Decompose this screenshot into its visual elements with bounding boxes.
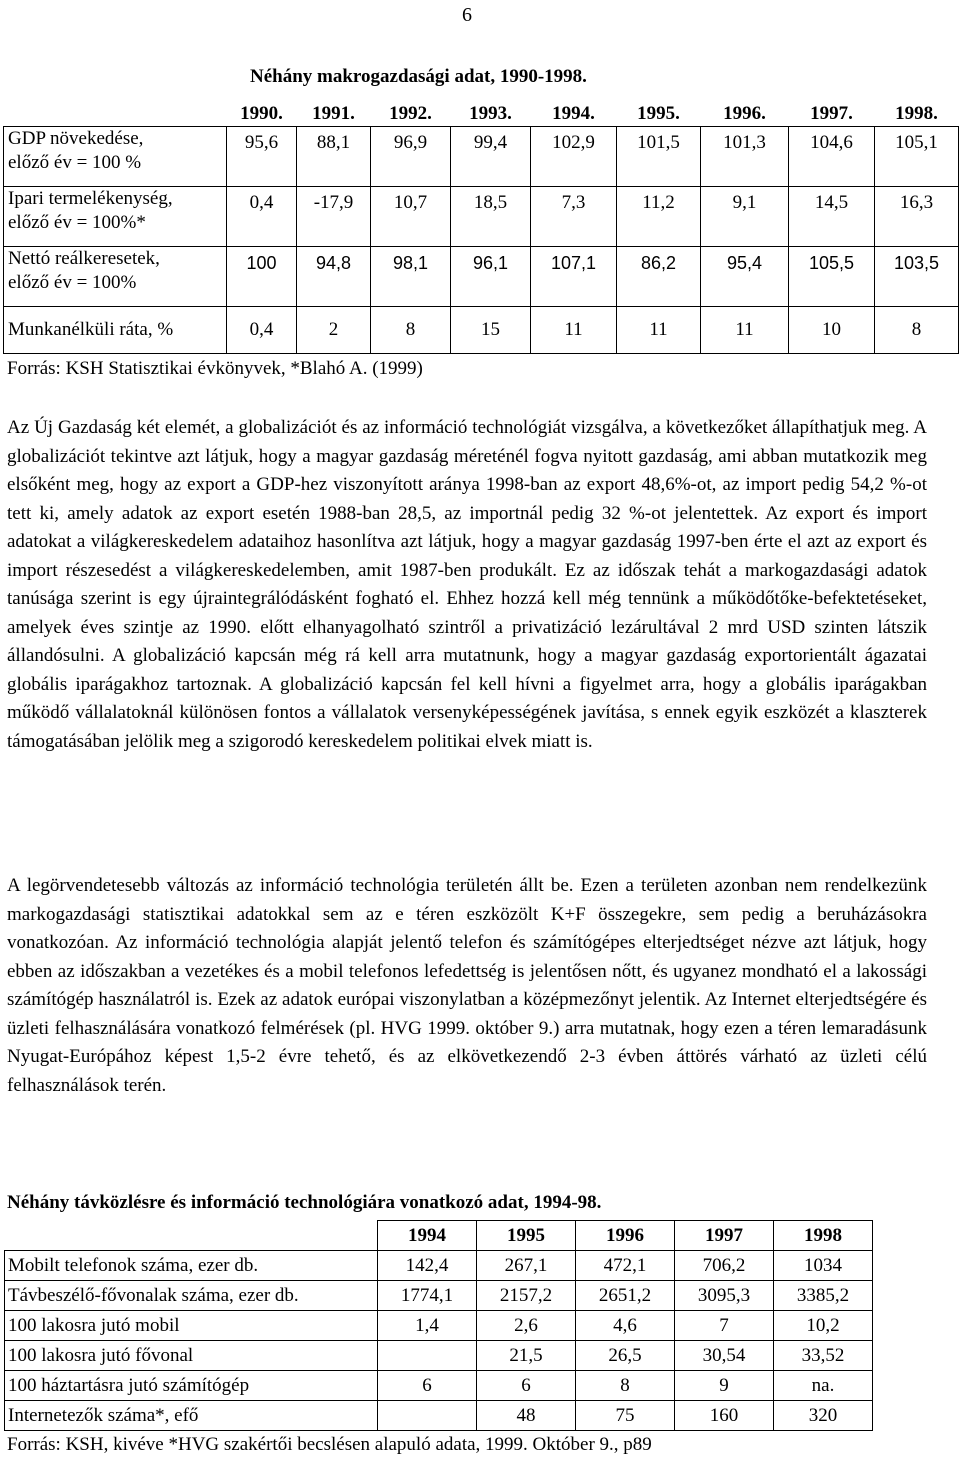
row-label-line1: GDP növekedése,: [8, 128, 144, 149]
table-cell: 15: [451, 307, 531, 354]
table-cell: 7,3: [531, 187, 617, 247]
table-cell: 105,1: [875, 127, 959, 187]
year-header: 1995.: [637, 103, 680, 124]
table-cell: 9,1: [701, 187, 789, 247]
table-cell: 98,1: [371, 247, 451, 307]
table-cell: 104,6: [789, 127, 875, 187]
table-cell: 107,1: [531, 247, 617, 307]
table-cell: 706,2: [675, 1251, 774, 1281]
row-label: [4, 187, 227, 247]
table-cell: 96,9: [371, 127, 451, 187]
table1-title: Néhány makrogazdasági adat, 1990-1998.: [250, 66, 587, 87]
table-row: [5, 1401, 873, 1431]
table-cell: 95,6: [227, 127, 297, 187]
year-header: 1992.: [389, 103, 432, 124]
table-cell: 14,5: [789, 187, 875, 247]
table-row: [4, 187, 959, 247]
table-cell: 11: [531, 307, 617, 354]
year-header: 1997: [675, 1221, 774, 1251]
table-cell: 8: [371, 307, 451, 354]
table-cell: 9: [675, 1371, 774, 1401]
table-cell: 6: [477, 1371, 576, 1401]
table-cell: 2651,2: [576, 1281, 675, 1311]
table-row: [4, 127, 959, 187]
year-header: 1995: [477, 1221, 576, 1251]
table-cell: 94,8: [297, 247, 371, 307]
table-cell: 1774,1: [378, 1281, 477, 1311]
year-header: 1998.: [895, 103, 938, 124]
table-cell: 101,3: [701, 127, 789, 187]
body-paragraph: Az Új Gazdaság két elemét, a globalizációt és az információ technológiát vizsgálva, a következőket állapíthatjuk meg. A globalizációt tekintve azt látjuk, hogy a magyar gazdaság méreténél fogva nyitott gazdaság, ami abban mutatkozik meg elsőként meg, hogy az export a GDP-hez viszonyított aránya 1998-ban az export 48,6%-ot, az import pedig 54,2 %-ot tett ki, amely adatok az export esetén 1988-ban 28,5, az importnál pedig 32 %-ot jelentettek. Az export és import adatokat a világkereskedelem adataihoz hasonlítva azt látjuk, hogy a magyar gazdaság 1997-ben érte el azt az export és import részesedést a világkereskedelemben, amit 1987-ben produkált. Ez az időszak tehát a markogazdasági adatok tanúsága szerint is egy újraintegrálódásként fogható el. Ehhez hozzá kell még tennünk a működőtőke-befektetéseket, amelyek éves szintje az 1990. előtt elhanyagolható szintről a privatizáció lezárultával 2 mrd USD szinten látszik állandósulni. A globalizáció kapcsán még rá kell arra mutatnunk, hogy a magyar gazdaság exportorientált ágazatai globális iparágakhoz tartoznak. A globalizáció kapcsán fel kell hívni a figyelmet arra, hogy a globális iparágakban működő vállalatoknál különösen fontos a vállalatok versenyképességének javítása, s ennek egyik eszközét a klaszterek támogatásában jelölik meg a szigorodó kereskedelem politikai elvek miatt is.: [7, 417, 927, 752]
table-cell: 11,2: [617, 187, 701, 247]
table-cell: [378, 1341, 477, 1371]
year-header: 1994: [378, 1221, 477, 1251]
row-label-line2: előző év = 100%: [8, 272, 137, 293]
table-cell: 86,2: [617, 247, 701, 307]
table-cell: 7: [675, 1311, 774, 1341]
year-header: 1996.: [723, 103, 766, 124]
table-cell: 105,5: [789, 247, 875, 307]
table-row: [4, 247, 959, 307]
table-cell: 21,5: [477, 1341, 576, 1371]
table-cell: 18,5: [451, 187, 531, 247]
telecom-data-table: [4, 1220, 873, 1431]
table-cell: 101,5: [617, 127, 701, 187]
year-header: 1993.: [469, 103, 512, 124]
table-cell: 10: [789, 307, 875, 354]
year-header: 1996: [576, 1221, 675, 1251]
table-cell: 11: [701, 307, 789, 354]
table-row: [5, 1371, 873, 1401]
table-cell: 33,52: [774, 1341, 873, 1371]
table-cell: 10,7: [371, 187, 451, 247]
table-cell: 1,4: [378, 1311, 477, 1341]
table-row: [5, 1341, 873, 1371]
table-cell: 142,4: [378, 1251, 477, 1281]
table-cell: 103,5: [875, 247, 959, 307]
row-label: [4, 247, 227, 307]
table-cell: 102,9: [531, 127, 617, 187]
year-header: 1990.: [240, 103, 283, 124]
year-header: 1998: [774, 1221, 873, 1251]
table2-source: Forrás: KSH, kivéve *HVG szakértői becslésen alapuló adata, 1999. Október 9., p89: [7, 1434, 652, 1455]
table-cell: 16,3: [875, 187, 959, 247]
row-label: 100 lakosra jutó mobil: [5, 1311, 378, 1341]
table-cell: 0,4: [227, 307, 297, 354]
table-cell: 267,1: [477, 1251, 576, 1281]
table-row: [5, 1311, 873, 1341]
table-cell: 8: [576, 1371, 675, 1401]
table1-source: Forrás: KSH Statisztikai évkönyvek, *Blahó A. (1999): [7, 358, 423, 379]
year-header: 1994.: [552, 103, 595, 124]
table2-header-row: [5, 1221, 873, 1251]
macro-data-table: [3, 96, 959, 354]
row-label: Távbeszélő-fővonalak száma, ezer db.: [5, 1281, 378, 1311]
table-cell: 48: [477, 1401, 576, 1431]
table-cell: 472,1: [576, 1251, 675, 1281]
table-cell: 10,2: [774, 1311, 873, 1341]
table-cell: 3385,2: [774, 1281, 873, 1311]
row-label: Munkanélküli ráta, %: [4, 307, 227, 354]
table-cell: 30,54: [675, 1341, 774, 1371]
row-label-line1: Ipari termelékenység,: [8, 188, 173, 209]
year-header: 1991.: [312, 103, 355, 124]
table-cell: 2: [297, 307, 371, 354]
table-cell: 95,4: [701, 247, 789, 307]
row-label: [4, 127, 227, 187]
row-label: 100 háztartásra jutó számítógép: [5, 1371, 378, 1401]
table-cell: 11: [617, 307, 701, 354]
table-row: [4, 307, 959, 354]
table2-title: Néhány távközlésre és információ technológiára vonatkozó adat, 1994-98.: [7, 1192, 602, 1213]
table-row: [5, 1281, 873, 1311]
row-label-line1: Nettó reálkeresetek,: [8, 248, 160, 269]
table-cell: 8: [875, 307, 959, 354]
row-label-line2: előző év = 100%*: [8, 212, 146, 233]
table-cell: 26,5: [576, 1341, 675, 1371]
table-row: [5, 1251, 873, 1281]
year-header: 1997.: [810, 103, 853, 124]
body-paragraph: A legörvendetesebb változás az információ technológia területén állt be. Ezen a területen azonban nem rendelkezünk markogazdasági statisztikai adatokkal sem az e téren eszközölt K+F összegekre, sem pedig a beruházásokra vonatkozóan. Az információ technológia alapját jelentő telefon és számítógépes elterjedtséget nézve azt látjuk, hogy ebben az időszakban a vezetékes és a mobil telefonos lefedettség is jelentősen nőtt, és ugyanez mondható el a lakossági számítógép használatról is. Ezek az adatok európai viszonylatban a középmezőnyt jelentik. Az Internet elterjedtségére és üzleti felhasználására vonatkozó felmérések (pl. HVG 1999. október 9.) arra mutatnak, hogy ezen a téren lemaradásunk Nyugat-Európához képest 1,5-2 évre tehető, és az elkövetkezendő 2-3 évben áttörés várható az üzleti célú felhasználások terén.: [7, 875, 927, 1096]
row-label-line2: előző év = 100 %: [8, 152, 142, 173]
page-number: 6: [462, 4, 472, 26]
table-cell: 2157,2: [477, 1281, 576, 1311]
table-cell: 88,1: [297, 127, 371, 187]
table-cell: 3095,3: [675, 1281, 774, 1311]
table-cell: 160: [675, 1401, 774, 1431]
table-cell: [378, 1401, 477, 1431]
table-cell: 320: [774, 1401, 873, 1431]
table-cell: 2,6: [477, 1311, 576, 1341]
table1-header-row: [4, 96, 959, 127]
table-cell: 100: [227, 247, 297, 307]
table-cell: 4,6: [576, 1311, 675, 1341]
row-label: Internetezők száma*, efő: [5, 1401, 378, 1431]
table-cell: 6: [378, 1371, 477, 1401]
row-label: 100 lakosra jutó fővonal: [5, 1341, 378, 1371]
row-label: Mobilt telefonok száma, ezer db.: [5, 1251, 378, 1281]
table-cell: 99,4: [451, 127, 531, 187]
table-cell: 0,4: [227, 187, 297, 247]
table-cell: 96,1: [451, 247, 531, 307]
table-cell: na.: [774, 1371, 873, 1401]
table-cell: 1034: [774, 1251, 873, 1281]
table-cell: 75: [576, 1401, 675, 1431]
table-cell: -17,9: [297, 187, 371, 247]
